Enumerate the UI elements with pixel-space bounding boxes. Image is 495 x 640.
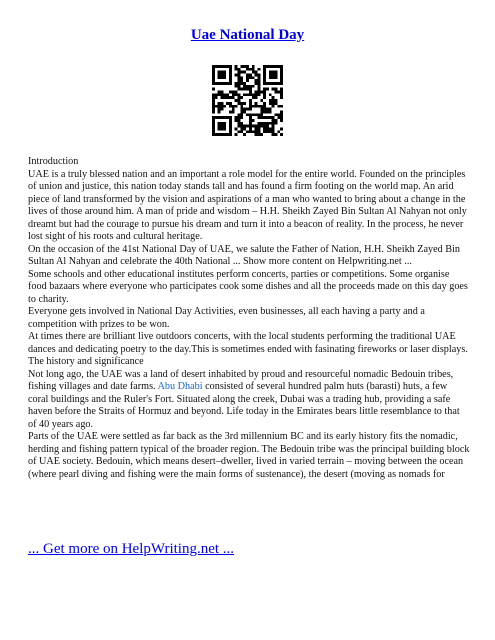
- paragraph-6-start: Not long ago, the UAE was a land of desert inhabited by proud and resourceful nomadic Bedouin tribes, fishing villages and date farms.: [28, 368, 454, 392]
- paragraph-6-end: consisted of several hundred palm huts (barasti) huts, a few coral buildings and the Ruler's Fort. Situated along the creek, Dubai was a trading hub, providing a safe haven before the Straits of Hormuz and beyond. Life today in the Emirates bears little resemblance to that of 40 years ago.: [28, 381, 460, 430]
- paragraph-3: Some schools and other educational institutes perform concerts, parties or competitions. Some organise food bazaars where everyone who participates cook some dishes and all the proceeds made on this day goes to charity.: [28, 268, 468, 305]
- heading-history: The history and significance: [28, 356, 144, 367]
- paragraph-7: Parts of the UAE were settled as far back as the 3rd millennium BC and its early history fits the nomadic, herding and fishing pattern typical of the broader region. The Bedouin tribe was the principal building block of UAE society. Bedouin, which means desert–dweller, lived in varied terrain – moving between the ocean (where pearl diving and fishing were the main forms of sustenance), the desert (moving as nomads for: [28, 431, 470, 480]
- paragraph-6: [28, 369, 470, 432]
- qr-code-image: [212, 65, 283, 136]
- paragraph-2: On the occasion of the 41st National Day of UAE, we salute the Father of Nation, H.H. Sheikh Zayed Bin Sultan Al Nahyan and celebrate the 40th National ... Show more content on Helpwriting.net ...: [28, 243, 461, 267]
- document-title-link[interactable]: Uae National Day: [190, 27, 305, 43]
- paragraph-4: Everyone gets involved in National Day Activities, even businesses, all each having a party and a competition with prizes to be won.: [28, 306, 425, 330]
- document-body: [28, 156, 470, 481]
- paragraph-1: UAE is a truly blessed nation and an important a role model for the entire world. Founded on the principles of union and justice, this nation today stands tall and has found a firm footing on the world map. An arid piece of land transformed by the vision and aspirations of a man who wanted to bring about a change in the lives of those around him. A man of pride and wisdom – H.H. Sheikh Zayed Bin Sultan Al Nahyan not only dreamt but had the courage to pursue his dream and turn it into a beacon of reality. In the process, he never lost sight of his roots and cultural heritage.: [28, 168, 467, 242]
- paragraph-5: At times there are brilliant live outdoors concerts, with the local students performing the traditional UAE dances and dedicating poetry to the day.This is sometimes ended with fasinating fireworks or laser displays.: [28, 331, 468, 355]
- get-more-link[interactable]: ... Get more on HelpWriting.net ...: [28, 541, 235, 557]
- heading-introduction: Introduction: [28, 156, 79, 167]
- abu-dhabi-link[interactable]: Abu Dhabi: [157, 381, 203, 392]
